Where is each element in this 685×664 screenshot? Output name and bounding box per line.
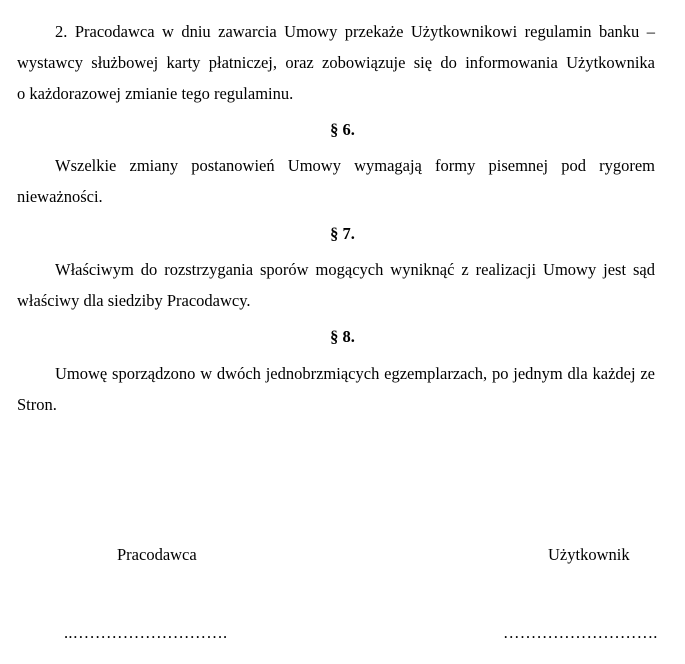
section-7-line-1: Właściwym do rozstrzygania sporów mogących wyniknąć z realizacji Umowy jest sąd <box>55 260 655 279</box>
employer-signature-line: ..………………………. <box>64 623 228 642</box>
section-7-line-2: właściwy dla siedziby Pracodawcy. <box>17 291 251 310</box>
paragraph-2-line-3: o każdorazowej zmianie tego regulaminu. <box>17 84 294 103</box>
section-8-line-1: Umowę sporządzono w dwóch jednobrzmiących egzemplarzach, po jednym dla każdej ze <box>55 364 655 383</box>
paragraph-2-line-2: wystawcy służbowej karty płatniczej, oraz zobowiązuje się do informowania Użytkownika <box>17 53 655 72</box>
section-8-heading: § 8. <box>330 327 355 346</box>
section-8-line-2: Stron. <box>17 395 57 414</box>
paragraph-2-line-1: 2. Pracodawca w dniu zawarcia Umowy przekaże Użytkownikowi regulamin banku – <box>55 22 655 41</box>
employer-signature-label: Pracodawca <box>117 545 197 564</box>
user-signature-line: ………………………. <box>503 623 658 642</box>
user-signature-label: Użytkownik <box>548 545 630 564</box>
section-6-line-1: Wszelkie zmiany postanowień Umowy wymagają formy pisemnej pod rygorem <box>55 156 655 175</box>
section-7-paragraph <box>17 254 655 316</box>
section-6-heading: § 6. <box>330 120 355 139</box>
paragraph-2 <box>17 16 655 109</box>
section-6-line-2: nieważności. <box>17 187 103 206</box>
section-8-paragraph <box>17 358 655 420</box>
section-7-heading: § 7. <box>330 224 355 243</box>
section-6-paragraph <box>17 150 655 212</box>
